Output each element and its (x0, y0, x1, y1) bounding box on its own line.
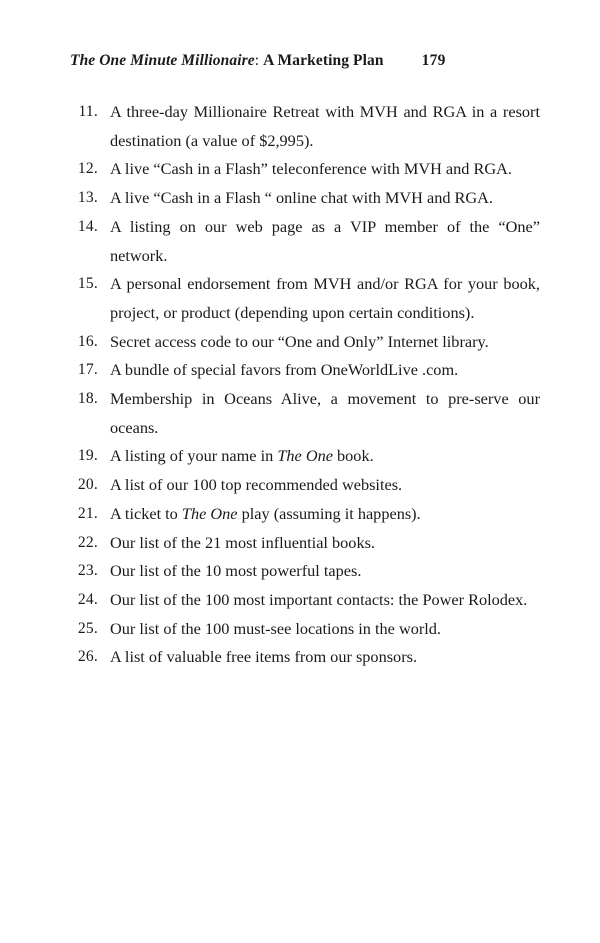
list-item-text: A list of our 100 top recommended websites. (110, 475, 403, 495)
running-head (70, 52, 540, 70)
italic-title: The One (277, 446, 333, 466)
list-item-number: 13. (77, 189, 98, 207)
list-item (70, 328, 540, 357)
running-head-separator: : (254, 52, 264, 69)
list-item-number: 15. (77, 275, 98, 293)
list-item-number: 23. (77, 562, 98, 580)
running-head-chapter-title: A Marketing Plan (263, 52, 384, 69)
list-item (70, 356, 540, 385)
list-item (70, 471, 540, 500)
list-item-text: A list of valuable free items from our sponsors. (110, 647, 418, 667)
list-item-number: 19. (77, 447, 98, 465)
italic-title: The One (181, 503, 238, 523)
list-item-number: 24. (77, 590, 98, 608)
list-item (70, 155, 540, 184)
list-item (70, 586, 540, 615)
list-item-number: 20. (77, 476, 98, 494)
list-item-number: 21. (77, 504, 98, 522)
list-item (70, 557, 540, 586)
list-item-number: 18. (77, 390, 98, 408)
numbered-list (70, 98, 540, 672)
list-item-text: A three-day Millionaire Retreat with MVH and RGA in a resort destination (a value of $2,995). (110, 102, 540, 150)
list-item-number: 25. (77, 619, 98, 637)
list-item (70, 98, 540, 155)
list-item-text: A live “Cash in a Flash” teleconference with MVH and RGA. (110, 159, 512, 179)
list-item (70, 500, 540, 529)
list-item-number: 11. (78, 103, 98, 120)
list-item-text: Secret access code to our “One and Only” Internet library. (110, 331, 489, 351)
list-item (70, 213, 540, 270)
list-item (70, 270, 540, 327)
list-item-text: Our list of the 21 most influential books. (110, 532, 375, 552)
list-item-text: A personal endorsement from MVH and/or RGA for your book, project, or product (depending upon certain conditions). (110, 274, 540, 322)
list-item (70, 385, 540, 442)
list-item-text: A listing of your name in The One book. (110, 446, 374, 466)
list-item-number: 12. (77, 160, 98, 178)
list-item-number: 22. (77, 533, 98, 551)
list-item (70, 615, 540, 644)
page-number: 179 (421, 52, 446, 69)
list-item-text: Our list of the 10 most powerful tapes. (110, 561, 362, 581)
list-item (70, 442, 540, 471)
list-item (70, 643, 540, 672)
list-item-number: 14. (77, 217, 98, 235)
running-head-book-title: The One Minute Millionaire (70, 52, 255, 69)
list-item-text: A listing on our web page as a VIP member of the “One” network. (110, 216, 540, 265)
list-item (70, 184, 540, 213)
list-item-text: A bundle of special favors from OneWorldLive .com. (110, 360, 459, 380)
list-item-text: A ticket to The One play (assuming it happens). (110, 503, 421, 523)
list-item-text: Membership in Oceans Alive, a movement to pre-serve our oceans. (110, 389, 540, 437)
list-item-text: A live “Cash in a Flash “ online chat with MVH and RGA. (110, 188, 494, 208)
list-item (70, 529, 540, 558)
list-item-text: Our list of the 100 most important contacts: the Power Rolodex. (110, 589, 528, 609)
list-item-number: 17. (77, 361, 98, 379)
list-item-number: 16. (77, 332, 98, 350)
list-item-text: Our list of the 100 must-see locations in the world. (110, 618, 441, 638)
list-item-number: 26. (77, 648, 98, 666)
